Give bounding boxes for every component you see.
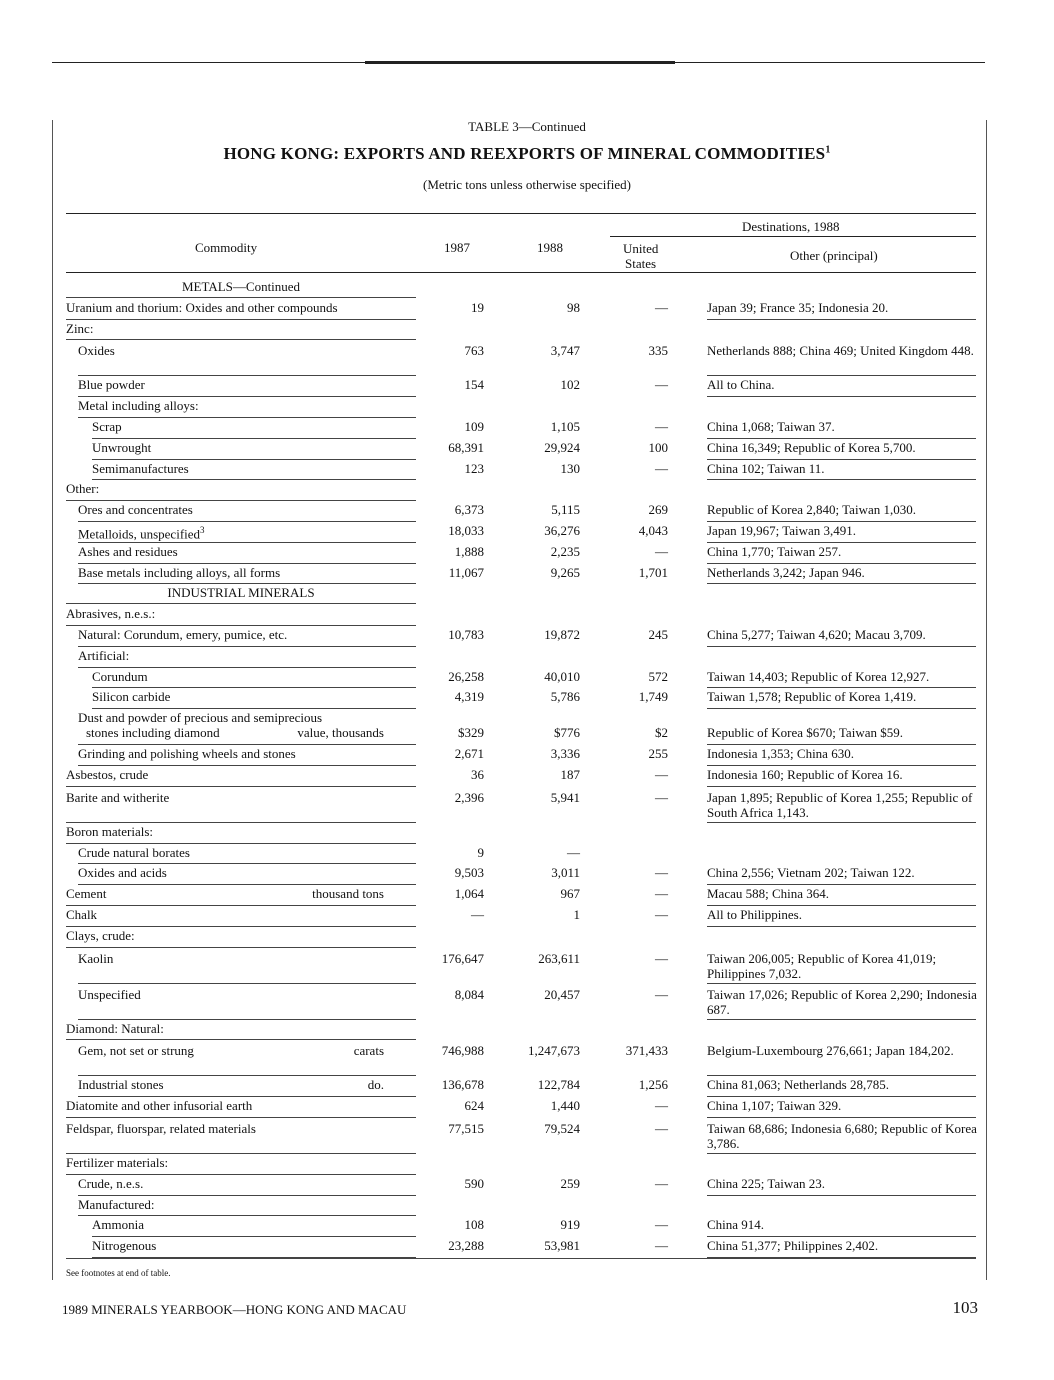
row-rule	[92, 479, 416, 480]
other-destinations: Netherlands 888; China 469; United Kingdom 448.	[707, 343, 974, 359]
row-rule	[66, 297, 416, 298]
value-united-states: —	[655, 1175, 668, 1191]
row-rule	[66, 1039, 416, 1040]
table-row	[0, 788, 1054, 824]
commodity-label-continued: stones including diamond	[86, 725, 220, 741]
commodity-label: Unwrought	[92, 439, 152, 455]
header-us-line2: States	[625, 256, 657, 271]
value-1988: 919	[560, 1217, 580, 1233]
table-bottom-rule	[66, 1258, 976, 1259]
other-destinations: All to China.	[707, 377, 775, 393]
row-rule-other	[707, 983, 976, 984]
value-1987: 6,373	[454, 502, 484, 518]
value-1988: 130	[560, 460, 580, 476]
value-united-states: 269	[648, 502, 668, 518]
commodity-label: Unspecified	[78, 986, 141, 1002]
row-rule	[78, 646, 416, 647]
other-destinations: Indonesia 1,353; China 630.	[707, 746, 854, 762]
table-row	[0, 419, 1054, 440]
value-united-states: 1,749	[638, 689, 668, 705]
section-heading: METALS—Continued	[181, 279, 301, 294]
commodity-label: Crude natural borates	[78, 844, 190, 860]
table-row	[0, 523, 1054, 544]
value-1988: 187	[560, 767, 580, 782]
other-destinations: China 81,063; Netherlands 28,785.	[707, 1077, 889, 1093]
table-row	[0, 767, 1054, 788]
row-rule	[92, 438, 416, 439]
row-rule	[78, 744, 416, 745]
table-row	[0, 1119, 1054, 1155]
row-rule	[92, 687, 416, 688]
unit-label: do.	[367, 1077, 384, 1093]
row-rule-other	[707, 1075, 976, 1076]
row-rule-other	[707, 542, 976, 543]
row-rule	[78, 1215, 416, 1216]
row-rule-other	[707, 1117, 976, 1118]
value-1988: 79,524	[544, 1121, 580, 1136]
value-1988: 40,010	[544, 668, 580, 684]
value-1987: 123	[464, 460, 484, 476]
value-1988: 122,784	[537, 1077, 580, 1093]
table-row	[0, 1217, 1054, 1238]
row-rule	[78, 1019, 416, 1020]
row-rule-other	[707, 521, 976, 522]
value-1988: —	[567, 844, 580, 860]
commodity-label: Ashes and residues	[78, 543, 178, 559]
row-rule-other	[707, 1195, 976, 1196]
header-1988: 1988	[537, 240, 563, 255]
row-rule-other	[707, 583, 976, 584]
row-rule	[78, 1075, 416, 1076]
value-united-states: 335	[648, 343, 668, 359]
row-rule	[66, 843, 416, 844]
value-1988: 259	[560, 1175, 580, 1191]
commodity-label: Diamond: Natural:	[66, 1020, 164, 1036]
table-row	[0, 606, 1054, 627]
value-united-states: —	[655, 767, 668, 782]
commodity-label: Diatomite and other infusorial earth	[66, 1098, 253, 1114]
footnote-marker: 3	[200, 525, 205, 535]
value-1988: 36,276	[544, 523, 580, 538]
commodity-label: Crude, n.e.s.	[78, 1175, 144, 1191]
value-1987: $329	[458, 725, 484, 741]
other-destinations: China 16,349; Republic of Korea 5,700.	[707, 439, 916, 455]
value-1987: 2,671	[454, 746, 484, 762]
table-row	[0, 824, 1054, 845]
table-row	[0, 907, 1054, 928]
other-destinations: Macau 588; China 364.	[707, 886, 830, 902]
table-row	[0, 377, 1054, 398]
table-row	[0, 865, 1054, 886]
commodity-label: Feldspar, fluorspar, related materials	[66, 1121, 256, 1136]
section-heading-row	[0, 279, 1054, 300]
unit-label: carats	[353, 1043, 384, 1059]
table-row	[0, 985, 1054, 1021]
value-1988: 3,336	[550, 746, 580, 762]
row-rule	[78, 563, 416, 564]
value-1988: 3,747	[550, 343, 580, 359]
value-1987: 746,988	[441, 1043, 484, 1059]
value-1988: 53,981	[544, 1238, 580, 1254]
commodity-label: Corundum	[92, 668, 148, 684]
value-united-states: —	[655, 543, 668, 559]
table-row	[0, 886, 1054, 907]
commodity-label: Industrial stones	[78, 1077, 164, 1093]
commodity-label: Gem, not set or strung	[78, 1043, 194, 1059]
row-rule	[78, 765, 416, 766]
header-1987: 1987	[444, 240, 470, 255]
value-1988: 5,115	[551, 502, 580, 518]
value-1987: 10,783	[448, 627, 484, 642]
table-units: (Metric tons unless otherwise specified)	[423, 177, 631, 192]
other-destinations: China 1,068; Taiwan 37.	[707, 419, 835, 434]
table-row	[0, 481, 1054, 502]
row-rule	[92, 1236, 416, 1237]
value-1988: 5,941	[550, 789, 580, 805]
value-1988: 19,872	[544, 627, 580, 642]
value-united-states: —	[655, 1098, 668, 1114]
commodity-label: Scrap	[92, 419, 122, 434]
value-united-states: —	[655, 789, 668, 805]
running-footer: 1989 MINERALS YEARBOOK—HONG KONG AND MACAU	[62, 1302, 407, 1317]
table-row	[0, 1155, 1054, 1176]
commodity-label: Other:	[66, 481, 100, 497]
row-rule	[78, 667, 416, 668]
header-other: Other (principal)	[790, 248, 878, 263]
value-united-states: 1,701	[638, 564, 668, 580]
row-rule-other	[707, 375, 976, 376]
row-rule-other	[707, 687, 976, 688]
value-1988: 1	[573, 907, 580, 922]
value-1987: 108	[464, 1217, 484, 1233]
table-row	[0, 544, 1054, 565]
row-rule-other	[707, 905, 976, 906]
table-row	[0, 1238, 1054, 1259]
other-destinations: Republic of Korea 2,840; Taiwan 1,030.	[707, 502, 916, 518]
table-row	[0, 398, 1054, 419]
table-row	[0, 461, 1054, 482]
other-destinations: China 1,770; Taiwan 257.	[707, 543, 842, 559]
table-row	[0, 1041, 1054, 1077]
value-1987: 9,503	[454, 865, 484, 881]
row-rule-other	[707, 459, 976, 460]
value-1988: 263,611	[538, 950, 580, 966]
table-row	[0, 502, 1054, 523]
row-rule-other	[707, 563, 976, 564]
table-row	[0, 949, 1054, 985]
row-rule	[66, 926, 416, 927]
value-1987: —	[471, 907, 484, 922]
value-1987: 9	[477, 844, 484, 860]
table-row	[0, 710, 1054, 746]
row-rule	[92, 708, 416, 709]
commodity-label: Metalloids, unspecified$^3$	[78, 525, 205, 542]
other-destinations: Taiwan 1,578; Republic of Korea 1,419.	[707, 689, 917, 705]
table-row	[0, 1077, 1054, 1098]
other-destinations: China 1,107; Taiwan 329.	[707, 1098, 842, 1114]
row-rule	[78, 583, 416, 584]
row-rule	[66, 1117, 416, 1118]
commodity-label: Nitrogenous	[92, 1238, 157, 1254]
value-1988: 1,105	[550, 419, 580, 434]
value-1987: 136,678	[441, 1077, 484, 1093]
value-united-states: —	[655, 377, 668, 393]
row-rule	[78, 417, 416, 418]
value-united-states: —	[655, 986, 668, 1002]
value-united-states: —	[655, 419, 668, 434]
value-1987: 11,067	[448, 564, 484, 580]
value-1988: 5,786	[550, 689, 580, 705]
value-1988: 3,011	[551, 865, 580, 881]
value-united-states: 1,256	[638, 1077, 668, 1093]
row-rule	[78, 521, 416, 522]
row-rule	[78, 396, 416, 397]
commodity-label: Barite and witherite	[66, 789, 170, 805]
row-rule	[66, 603, 416, 604]
commodity-label: Oxides	[78, 343, 115, 359]
table-row	[0, 648, 1054, 669]
value-1988: 1,247,673	[528, 1043, 580, 1059]
value-1987: 68,391	[448, 439, 484, 455]
commodity-label: Grinding and polishing wheels and stones	[78, 746, 296, 762]
row-rule-other	[707, 479, 976, 480]
value-1987: 624	[464, 1098, 484, 1114]
row-rule	[66, 905, 416, 906]
row-rule-other	[707, 1019, 976, 1020]
commodity-label: Manufactured:	[78, 1196, 155, 1212]
other-destinations: Japan 19,967; Taiwan 3,491.	[707, 523, 857, 538]
commodity-label: Dust and powder of precious and semiprecious	[78, 710, 323, 726]
table-row	[0, 1098, 1054, 1119]
row-rule	[78, 884, 416, 885]
commodity-label: Fertilizer materials:	[66, 1155, 169, 1170]
commodity-label: Zinc:	[66, 320, 94, 336]
row-rule-other	[707, 646, 976, 647]
row-rule	[66, 822, 416, 823]
other-destinations: Netherlands 3,242; Japan 946.	[707, 564, 865, 580]
commodity-label: Kaolin	[78, 950, 114, 966]
commodity-label: Ores and concentrates	[78, 502, 193, 518]
value-united-states: 245	[648, 627, 668, 642]
table-row	[0, 746, 1054, 767]
commodity-label: Blue powder	[78, 377, 145, 393]
row-rule-other	[707, 744, 976, 745]
row-rule	[66, 947, 416, 948]
row-rule	[66, 625, 416, 626]
row-rule	[66, 500, 416, 501]
row-rule-other	[707, 1096, 976, 1097]
commodity-label: Clays, crude:	[66, 927, 135, 943]
commodity-label: Oxides and acids	[78, 865, 167, 881]
commodity-label: Boron materials:	[66, 823, 154, 839]
row-rule	[78, 983, 416, 984]
row-rule	[78, 1195, 416, 1196]
header-destinations: Destinations, 1988	[742, 219, 840, 234]
table-row	[0, 341, 1054, 377]
row-rule	[78, 1096, 416, 1097]
table-caption: TABLE 3—Continued	[468, 119, 586, 134]
other-destinations: Japan 1,895; Republic of Korea 1,255; Republic of South Africa 1,143.	[707, 789, 973, 820]
other-destinations: China 2,556; Vietnam 202; Taiwan 122.	[707, 865, 915, 881]
row-rule	[78, 375, 416, 376]
value-1988: 9,265	[550, 564, 580, 580]
value-1988: 20,457	[544, 986, 580, 1002]
table-row	[0, 1021, 1054, 1042]
table-row	[0, 627, 1054, 648]
commodity-label: Uranium and thorium: Oxides and other compounds	[66, 299, 338, 315]
row-rule	[66, 786, 416, 787]
commodity-label: Abrasives, n.e.s.:	[66, 606, 156, 622]
page-number: 103	[952, 1298, 978, 1317]
section-heading-row	[0, 585, 1054, 606]
other-destinations: Taiwan 206,005; Republic of Korea 41,019; Philippines 7,032.	[707, 950, 937, 981]
row-rule	[66, 1174, 416, 1175]
unit-label: thousand tons	[312, 886, 384, 902]
value-united-states: —	[655, 907, 668, 922]
other-destinations: Belgium-Luxembourg 276,661; Japan 184,202.	[707, 1043, 954, 1059]
value-1988: 98	[567, 299, 580, 315]
value-1988: 102	[560, 377, 580, 393]
value-1987: 1,888	[454, 543, 484, 559]
value-1988: $776	[554, 725, 580, 741]
value-united-states: 255	[648, 746, 668, 762]
value-1987: 23,288	[448, 1238, 484, 1254]
value-1987: 77,515	[448, 1121, 484, 1136]
value-united-states: —	[655, 1217, 668, 1233]
commodity-label: Natural: Corundum, emery, pumice, etc.	[78, 627, 288, 642]
commodity-label: Artificial:	[78, 647, 130, 663]
other-destinations: Japan 39; France 35; Indonesia 20.	[707, 299, 889, 315]
other-destinations: Republic of Korea $670; Taiwan $59.	[707, 725, 903, 741]
value-united-states: —	[655, 950, 668, 966]
table-row	[0, 669, 1054, 690]
value-1987: 590	[464, 1175, 484, 1191]
commodity-label: Cement	[66, 886, 107, 902]
header-commodity: Commodity	[195, 240, 258, 255]
value-1988: 2,235	[550, 543, 580, 559]
value-1987: 8,084	[454, 986, 484, 1002]
row-rule-other	[707, 708, 976, 709]
table-row	[0, 845, 1054, 866]
table-row	[0, 321, 1054, 342]
row-rule-other	[707, 396, 976, 397]
section-heading: INDUSTRIAL MINERALS	[167, 585, 315, 601]
other-destinations: China 225; Taiwan 23.	[707, 1175, 826, 1191]
table-row	[0, 440, 1054, 461]
table-row	[0, 300, 1054, 321]
value-1987: 1,064	[454, 886, 484, 902]
value-1987: 109	[464, 419, 484, 434]
value-united-states: 572	[648, 668, 668, 684]
header-us-line1: United	[623, 241, 659, 256]
value-united-states: $2	[655, 725, 668, 741]
commodity-label: Asbestos, crude	[66, 767, 149, 782]
value-1987: 763	[464, 343, 484, 359]
value-1987: 36	[471, 767, 484, 782]
commodity-label: Semimanufactures	[92, 460, 189, 476]
other-destinations: China 102; Taiwan 11.	[707, 460, 825, 476]
table-row	[0, 689, 1054, 710]
value-1987: 176,647	[441, 950, 484, 966]
value-united-states: 371,433	[625, 1043, 668, 1059]
row-rule	[78, 863, 416, 864]
value-1987: 18,033	[448, 523, 484, 538]
value-1987: 154	[464, 377, 484, 393]
unit-label: value, thousands	[297, 725, 384, 741]
row-rule	[66, 1153, 416, 1154]
row-rule-other	[707, 884, 976, 885]
value-1988: 1,440	[550, 1098, 580, 1114]
other-destinations: China 914.	[707, 1217, 765, 1233]
other-destinations: Taiwan 17,026; Republic of Korea 2,290; Indonesia 687.	[707, 986, 977, 1017]
row-rule-other	[707, 926, 976, 927]
value-united-states: 100	[648, 439, 668, 455]
value-1988: 29,924	[544, 439, 580, 455]
commodity-label: Ammonia	[92, 1217, 144, 1233]
value-1987: 4,319	[454, 689, 484, 705]
row-rule-other	[707, 822, 976, 823]
table-row	[0, 928, 1054, 949]
commodity-label: Metal including alloys:	[78, 398, 199, 414]
row-rule	[66, 319, 416, 320]
row-rule	[78, 542, 416, 543]
commodity-label: Base metals including alloys, all forms	[78, 564, 281, 580]
row-rule-other	[707, 1153, 976, 1154]
row-rule-other	[707, 438, 976, 439]
other-destinations: China 51,377; Philippines 2,402.	[707, 1238, 879, 1254]
row-rule-other	[707, 786, 976, 787]
value-1987: 19	[471, 299, 484, 315]
other-destinations: Taiwan 14,403; Republic of Korea 12,927.	[707, 668, 930, 684]
table-title-text: HONG KONG: EXPORTS AND REEXPORTS OF MINERAL COMMODITIES	[223, 144, 826, 163]
value-united-states: —	[655, 1238, 668, 1254]
row-rule-other	[707, 319, 976, 320]
commodity-label: Silicon carbide	[92, 689, 171, 705]
footnote-reference: See footnotes at end of table.	[66, 1268, 171, 1278]
table-title-footnote: 1	[825, 144, 831, 156]
other-destinations: China 5,277; Taiwan 4,620; Macau 3,709.	[707, 627, 926, 642]
other-destinations: All to Philippines.	[707, 907, 802, 922]
table-row	[0, 1176, 1054, 1197]
value-united-states: 4,043	[638, 523, 668, 538]
value-united-states: —	[655, 865, 668, 881]
value-1988: 967	[560, 886, 580, 902]
value-united-states: —	[655, 299, 668, 315]
table-row	[0, 1197, 1054, 1218]
row-rule	[66, 339, 416, 340]
row-rule	[92, 459, 416, 460]
row-rule-other	[707, 1236, 976, 1237]
value-united-states: —	[655, 1121, 668, 1136]
table-row	[0, 565, 1054, 586]
value-1987: 2,396	[454, 789, 484, 805]
value-united-states: —	[655, 460, 668, 476]
value-1987: 26,258	[448, 668, 484, 684]
other-destinations: Taiwan 68,686; Indonesia 6,680; Republic of Korea 3,786.	[707, 1121, 977, 1151]
value-united-states: —	[655, 886, 668, 902]
commodity-label: Chalk	[66, 907, 98, 922]
other-destinations: Indonesia 160; Republic of Korea 16.	[707, 767, 903, 782]
row-rule-other	[707, 765, 976, 766]
